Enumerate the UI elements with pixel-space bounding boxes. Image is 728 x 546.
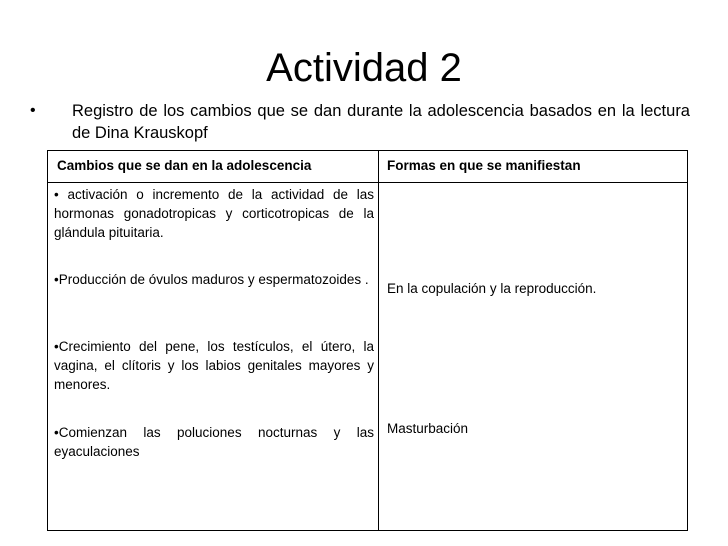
change-item-emissions: •Comienzan las poluciones nocturnas y las eyaculaciones [54,425,374,459]
manifestation-copulation: En la copulación y la reproducción. [387,281,597,296]
change-item-gametes: •Producción de óvulos maduros y espermatozoides . [54,272,369,287]
header-divider [48,182,687,183]
column-divider [378,151,379,530]
header-changes: Cambios que se dan en la adolescencia [57,158,312,173]
header-manifestations: Formas en que se manifiestan [387,158,581,173]
change-item-growth: •Crecimiento del pene, los testículos, el útero, la vagina, el clítoris y los labios genitales mayores y menores. [54,339,374,392]
manifestation-masturbation: Masturbación [387,421,469,436]
slide-title: Actividad 2 [266,46,462,90]
changes-table [47,150,688,531]
change-item-hormones: • activación o incremento de la actividad de las hormonas gonadotropicas y corticotropicas de la glándula pituitaria. [54,187,374,240]
bullet-marker: • [30,102,36,119]
bullet-text: Registro de los cambios que se dan durante la adolescencia basados en la lectura de Dina Krauskopf [72,102,690,142]
